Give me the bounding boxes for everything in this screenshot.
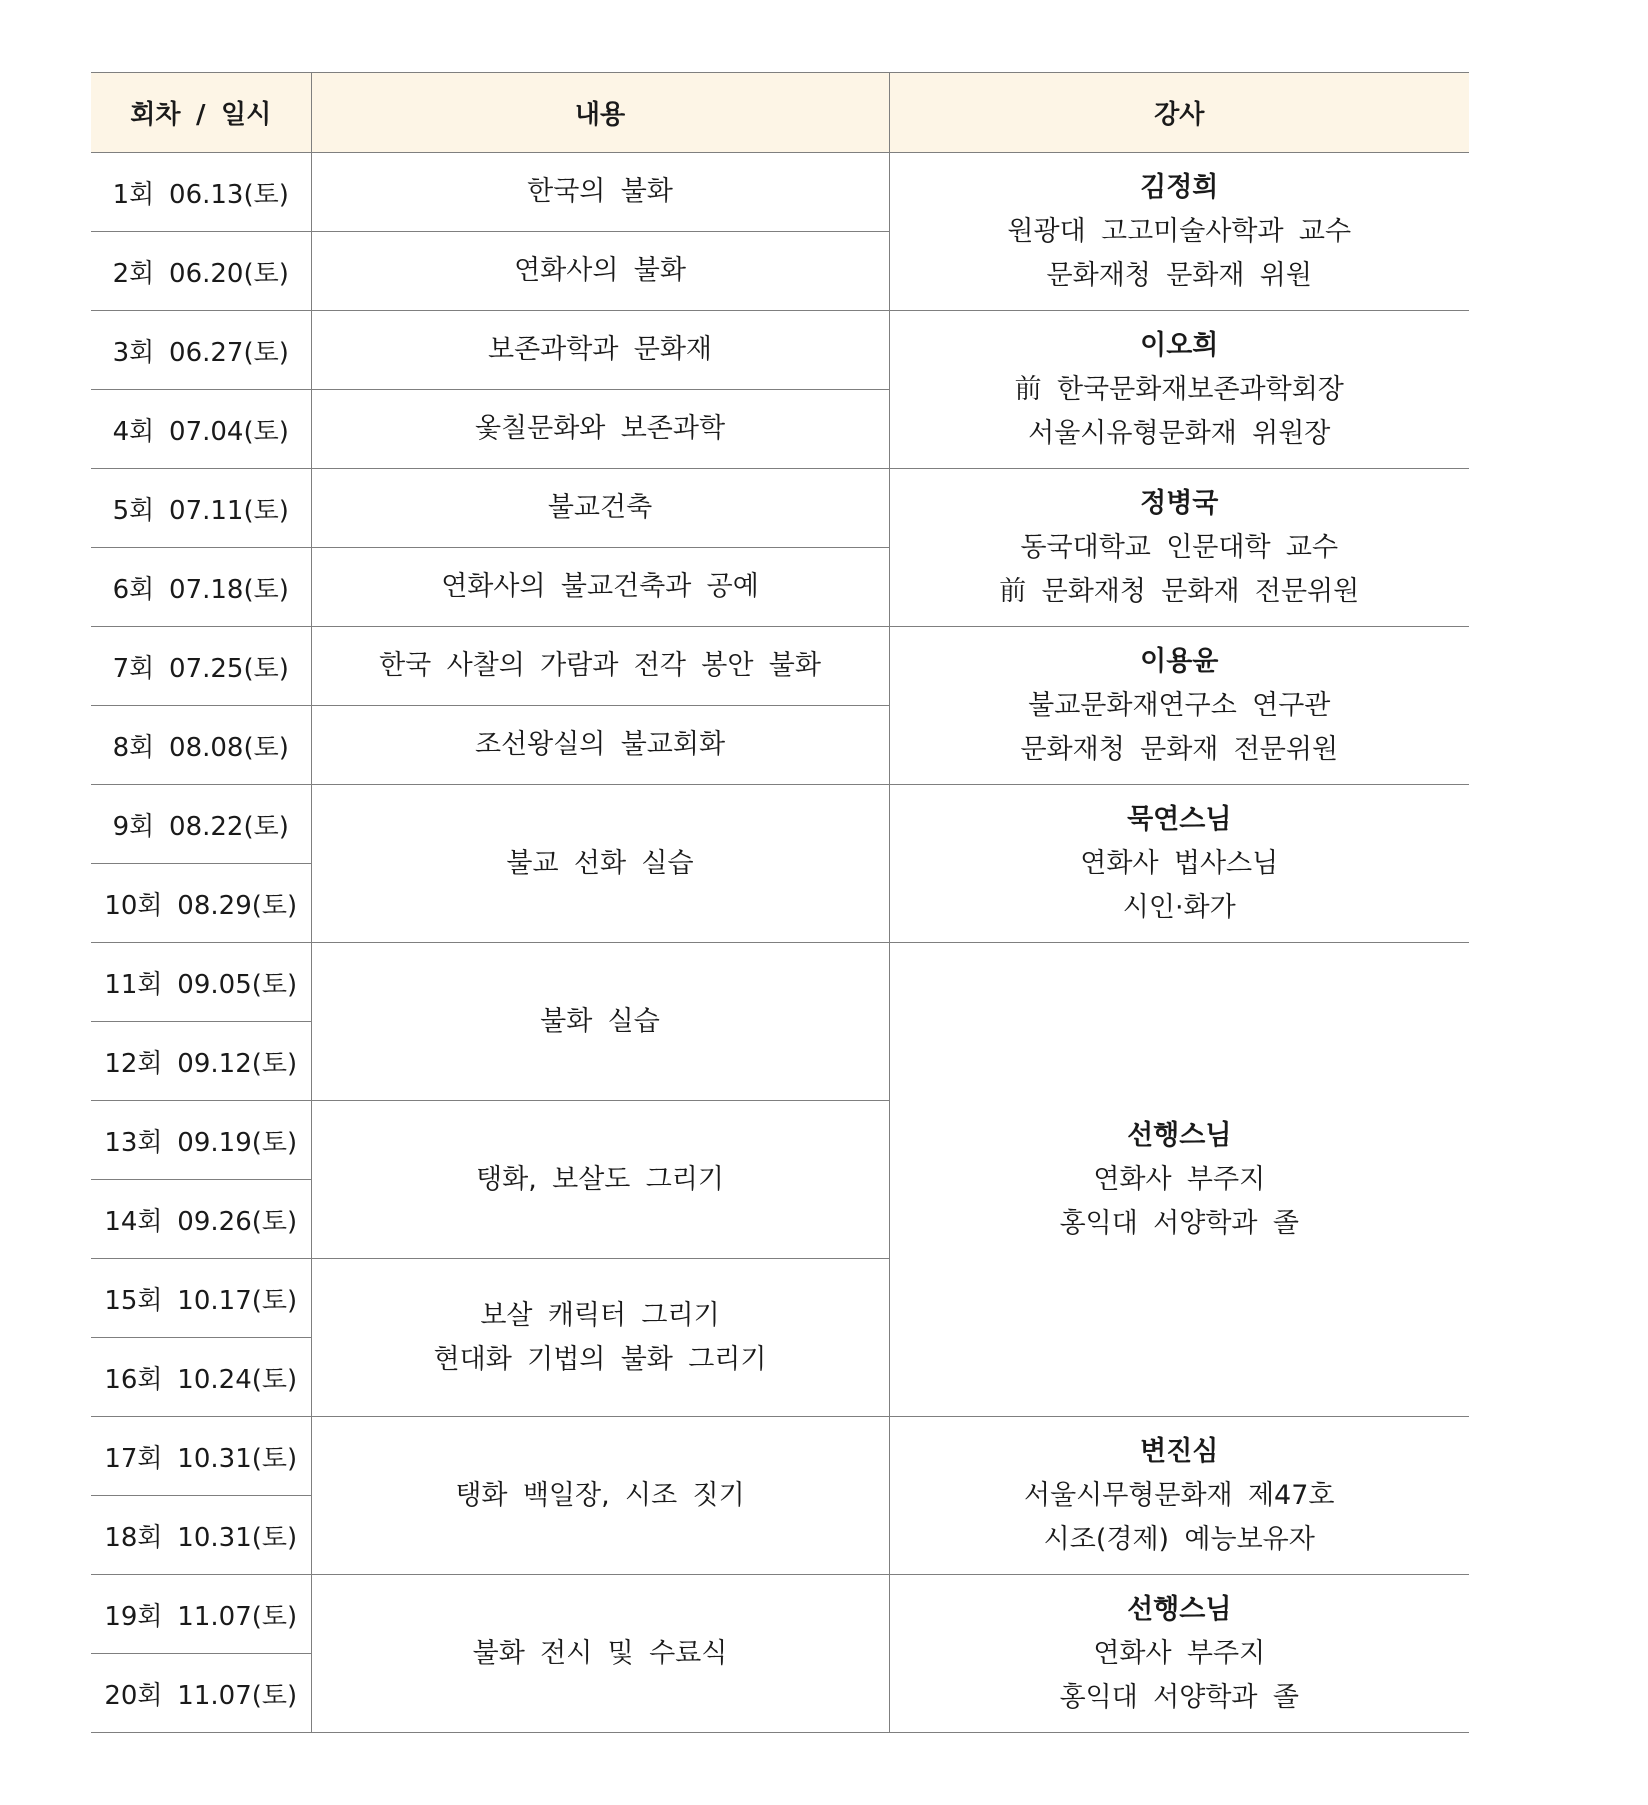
content-cell bbox=[311, 1259, 889, 1417]
instructor-detail: 문화재청 문화재 전문위원 bbox=[1020, 733, 1339, 765]
content-line: 불교 선화 실습 bbox=[506, 847, 694, 879]
content-cell bbox=[311, 706, 889, 785]
instructor-cell bbox=[889, 785, 1469, 943]
instructor-detail: 前 문화재청 문화재 전문위원 bbox=[999, 575, 1360, 607]
instructor-detail: 서울시무형문화재 제47호 bbox=[1023, 1479, 1335, 1511]
session-cell: 17회 10.31(토) bbox=[91, 1417, 311, 1496]
table-row bbox=[91, 1417, 1469, 1496]
instructor-cell bbox=[889, 153, 1469, 311]
header-row bbox=[91, 73, 1469, 153]
session-cell: 13회 09.19(토) bbox=[91, 1101, 311, 1180]
session-cell: 15회 10.17(토) bbox=[91, 1259, 311, 1338]
instructor-detail: 홍익대 서양학과 졸 bbox=[1059, 1207, 1299, 1239]
instructor-name: 이용윤 bbox=[1140, 645, 1219, 677]
session-cell: 12회 09.12(토) bbox=[91, 1022, 311, 1101]
content-line: 한국의 불화 bbox=[527, 176, 673, 207]
instructor-name: 김정희 bbox=[1140, 171, 1219, 203]
instructor-detail: 불교문화재연구소 연구관 bbox=[1028, 689, 1331, 721]
content-line: 불화 전시 및 수료식 bbox=[472, 1637, 728, 1669]
content-line: 탱화 백일장, 시조 짓기 bbox=[455, 1479, 745, 1511]
instructor-detail: 서울시유형문화재 위원장 bbox=[1028, 417, 1331, 449]
session-cell: 1회 06.13(토) bbox=[91, 153, 311, 232]
instructor-detail: 문화재청 문화재 위원 bbox=[1046, 259, 1312, 291]
instructor-detail: 홍익대 서양학과 졸 bbox=[1059, 1681, 1299, 1713]
content-line: 연화사의 불화 bbox=[514, 255, 686, 286]
instructor-detail: 연화사 부주지 bbox=[1093, 1637, 1266, 1669]
table-row bbox=[91, 1575, 1469, 1654]
content-cell bbox=[311, 232, 889, 311]
instructor-name: 이오희 bbox=[1140, 329, 1219, 361]
session-cell: 3회 06.27(토) bbox=[91, 311, 311, 390]
instructor-name: 정병국 bbox=[1140, 487, 1219, 519]
content-cell bbox=[311, 1417, 889, 1575]
session-cell: 7회 07.25(토) bbox=[91, 627, 311, 706]
content-cell bbox=[311, 390, 889, 469]
instructor-cell bbox=[889, 627, 1469, 785]
table-row bbox=[91, 311, 1469, 390]
table-row bbox=[91, 627, 1469, 706]
instructor-cell bbox=[889, 943, 1469, 1417]
table-row bbox=[91, 153, 1469, 232]
instructor-name: 묵연스님 bbox=[1127, 803, 1232, 835]
schedule-table bbox=[91, 72, 1469, 1733]
session-cell: 18회 10.31(토) bbox=[91, 1496, 311, 1575]
instructor-detail: 원광대 고고미술사학과 교수 bbox=[1007, 215, 1352, 247]
content-line: 조선왕실의 불교회화 bbox=[474, 729, 726, 760]
instructor-cell bbox=[889, 469, 1469, 627]
session-cell: 11회 09.05(토) bbox=[91, 943, 311, 1022]
session-cell: 2회 06.20(토) bbox=[91, 232, 311, 311]
instructor-name: 선행스님 bbox=[1127, 1119, 1232, 1151]
instructor-detail: 시인·화가 bbox=[1122, 891, 1236, 923]
instructor-name: 선행스님 bbox=[1127, 1593, 1232, 1625]
content-line: 보존과학과 문화재 bbox=[488, 334, 712, 365]
content-line: 탱화, 보살도 그리기 bbox=[476, 1163, 724, 1195]
session-cell: 19회 11.07(토) bbox=[91, 1575, 311, 1654]
session-cell: 20회 11.07(토) bbox=[91, 1654, 311, 1733]
content-cell bbox=[311, 469, 889, 548]
content-cell bbox=[311, 785, 889, 943]
session-cell: 10회 08.29(토) bbox=[91, 864, 311, 943]
session-cell: 6회 07.18(토) bbox=[91, 548, 311, 627]
content-cell bbox=[311, 943, 889, 1101]
header-content: 내용 bbox=[311, 73, 889, 153]
session-cell: 8회 08.08(토) bbox=[91, 706, 311, 785]
header-instructor: 강사 bbox=[889, 73, 1469, 153]
instructor-cell bbox=[889, 1575, 1469, 1733]
content-cell bbox=[311, 153, 889, 232]
content-line: 불교건축 bbox=[547, 492, 653, 523]
session-cell: 4회 07.04(토) bbox=[91, 390, 311, 469]
content-line: 보살 캐릭터 그리기 bbox=[480, 1299, 720, 1331]
instructor-detail: 시조(경제) 예능보유자 bbox=[1043, 1523, 1315, 1555]
header-session: 회차 / 일시 bbox=[91, 73, 311, 153]
content-line: 한국 사찰의 가람과 전각 봉안 불화 bbox=[379, 650, 821, 681]
content-cell bbox=[311, 1101, 889, 1259]
session-cell: 9회 08.22(토) bbox=[91, 785, 311, 864]
instructor-name: 변진심 bbox=[1140, 1435, 1219, 1467]
session-cell: 5회 07.11(토) bbox=[91, 469, 311, 548]
session-cell: 16회 10.24(토) bbox=[91, 1338, 311, 1417]
content-cell bbox=[311, 627, 889, 706]
session-cell: 14회 09.26(토) bbox=[91, 1180, 311, 1259]
content-line: 연화사의 불교건축과 공예 bbox=[441, 571, 759, 602]
content-cell bbox=[311, 1575, 889, 1733]
instructor-cell bbox=[889, 1417, 1469, 1575]
instructor-detail: 前 한국문화재보존과학회장 bbox=[1014, 373, 1344, 405]
instructor-detail: 연화사 부주지 bbox=[1093, 1163, 1266, 1195]
content-line: 불화 실습 bbox=[540, 1005, 660, 1037]
content-line: 옻칠문화와 보존과학 bbox=[474, 413, 726, 444]
instructor-cell bbox=[889, 311, 1469, 469]
table-row bbox=[91, 785, 1469, 864]
content-line: 현대화 기법의 불화 그리기 bbox=[433, 1343, 767, 1375]
instructor-detail: 연화사 법사스님 bbox=[1080, 847, 1279, 879]
content-cell bbox=[311, 548, 889, 627]
content-cell bbox=[311, 311, 889, 390]
table-row bbox=[91, 469, 1469, 548]
instructor-detail: 동국대학교 인문대학 교수 bbox=[1020, 531, 1339, 563]
table-row bbox=[91, 943, 1469, 1022]
